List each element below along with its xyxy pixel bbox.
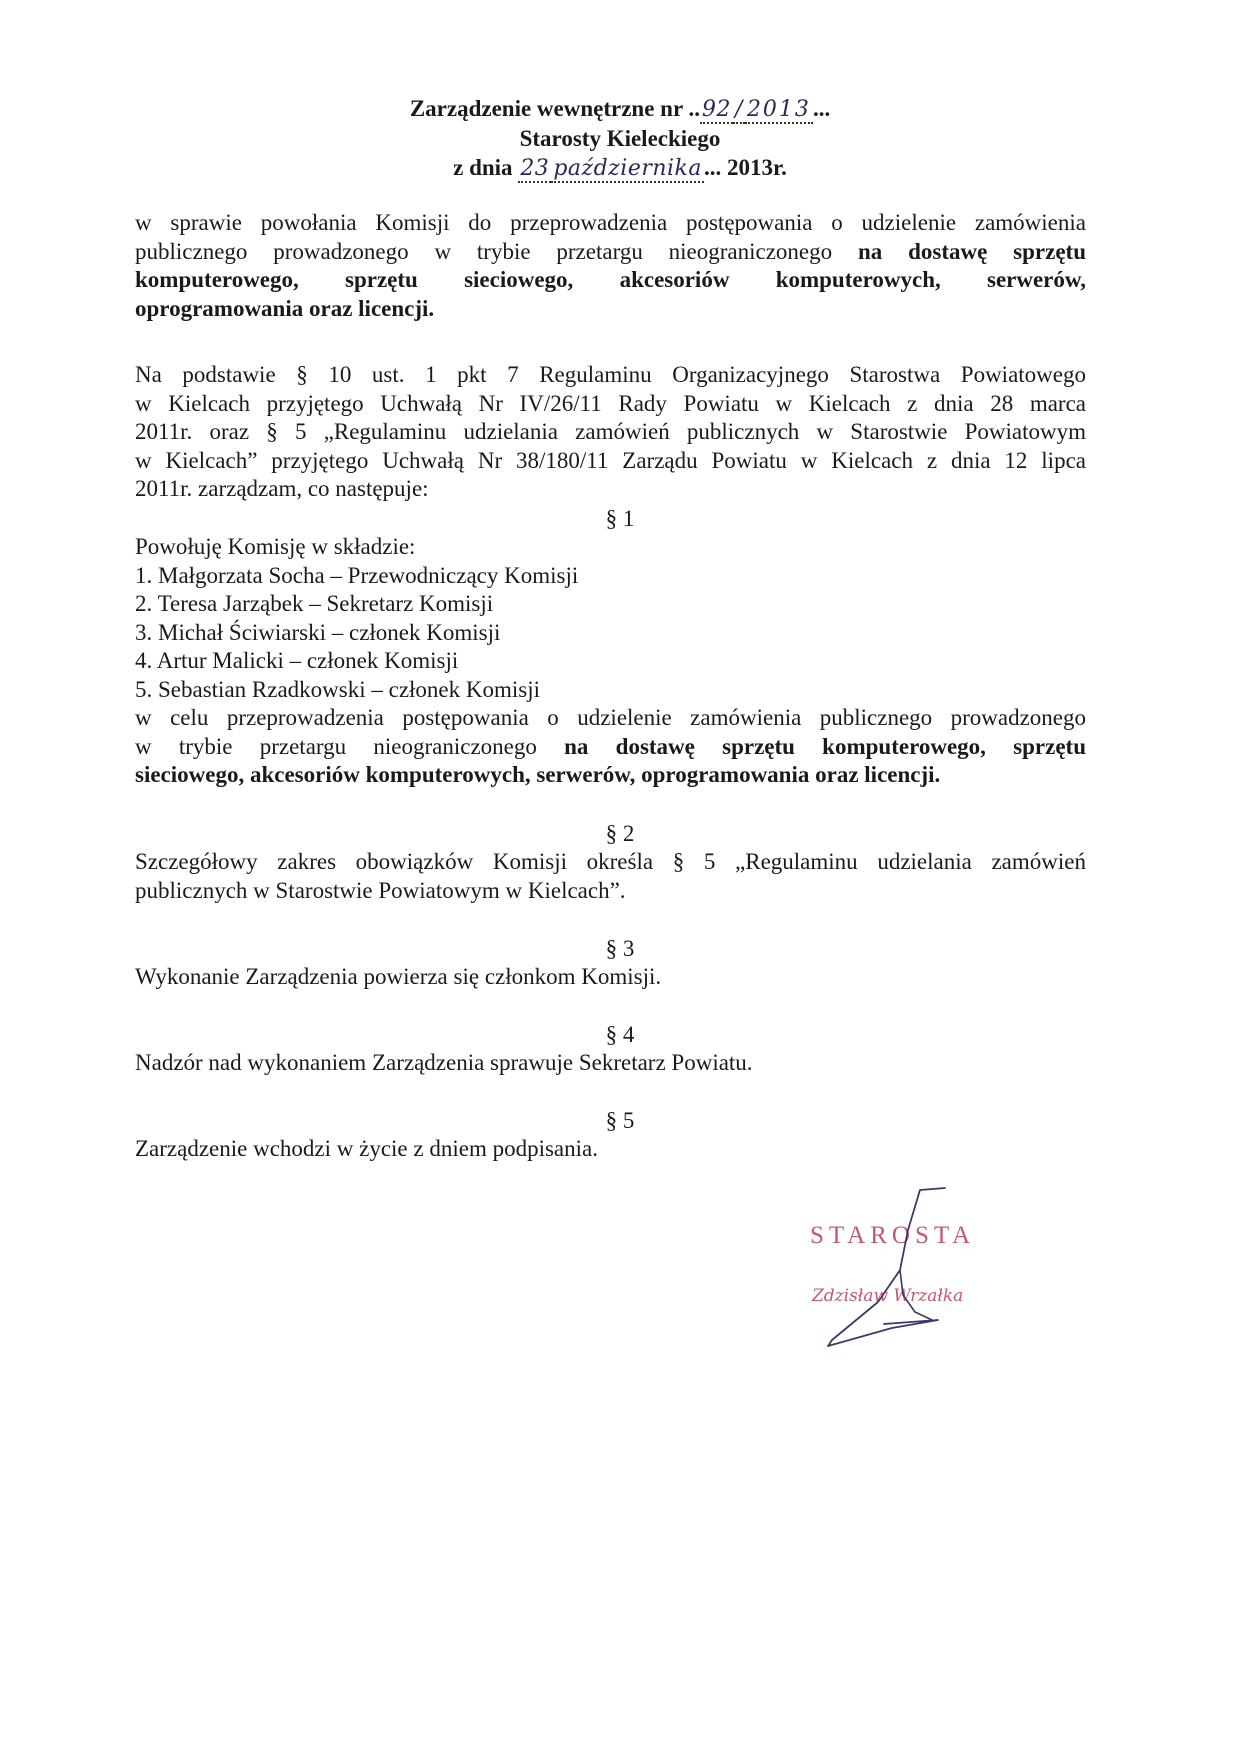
purpose-line [135, 733, 1086, 762]
subject-paragraph [135, 209, 1086, 323]
handwritten-number: 92 [702, 97, 732, 122]
stamp-name: Zdzisław Wrzałka [812, 1286, 964, 1306]
section-2-heading [0, 820, 1240, 848]
number-separator: / [735, 97, 743, 122]
basis-line: w Kielcach” przyjętego Uchwałą Nr 38/180/11 Zarządu Powiatu w Kielcach z dnia 12 lipca [135, 447, 1086, 473]
legal-basis-paragraph [135, 361, 1086, 504]
subject-line: w sprawie powołania Komisji do przeprowadzenia postępowania o udzielenie zamówienia [135, 210, 1086, 235]
handwritten-month: października [553, 156, 703, 181]
handwritten-day: 23 [520, 156, 550, 181]
title-prefix: Zarządzenie wewnętrzne nr .. [409, 96, 701, 121]
list-item: 1. Małgorzata Socha – Przewodniczący Komisji [135, 562, 579, 588]
date-suffix: ... 2013r. [704, 155, 787, 180]
section-2-body [135, 848, 1086, 905]
section-5-body [135, 1135, 1086, 1164]
document-header [0, 94, 1240, 183]
subject-bold-line: oprogramowania oraz licencji. [135, 295, 435, 321]
subject-bold-line: komputerowego, sprzętu sieciowego, akcesoriów komputerowych, serwerów, [135, 267, 1086, 292]
section-3-body [135, 963, 1086, 992]
section-3-heading [0, 935, 1240, 963]
issuing-authority: Starosty Kieleckiego [519, 126, 721, 151]
section-1-heading-text: § 1 [605, 506, 635, 531]
purpose-bold-line: sieciowego, akcesoriów komputerowych, serwerów, oprogramowania oraz licencji. [135, 762, 941, 787]
section-4-text: Nadzór nad wykonaniem Zarządzenia sprawuje Sekretarz Powiatu. [135, 1050, 753, 1075]
date-prefix: z dnia [453, 155, 519, 180]
section-4-heading [0, 1021, 1240, 1049]
section-2-line: publicznych w Starostwie Powiatowym w Kielcach”. [135, 877, 626, 903]
section-2-line: Szczegółowy zakres obowiązków Komisji określa § 5 „Regulaminu udzielania zamówień [135, 849, 1086, 874]
purpose-line: w celu przeprowadzenia postępowania o udzielenie zamówienia publicznego prowadzonego [135, 705, 1086, 730]
section-4-heading-text: § 4 [605, 1022, 635, 1047]
list-item: 2. Teresa Jarząbek – Sekretarz Komisji [135, 591, 494, 616]
section-3-heading-text: § 3 [605, 936, 635, 961]
list-item: 3. Michał Ściwiarski – członek Komisji [135, 619, 501, 645]
subject-text: publicznego prowadzonego w trybie przetargu nieograniczonego [135, 238, 858, 264]
purpose-bold-text: na dostawę sprzętu komputerowego, sprzętu [564, 733, 1086, 759]
section-5-heading-text: § 5 [605, 1108, 635, 1133]
basis-line: 2011r. zarządzam, co następuje: [135, 476, 429, 501]
title-suffix: ... [812, 96, 831, 121]
signature-icon [760, 1170, 1060, 1370]
section-4-body [135, 1049, 1086, 1078]
stamp-title: STAROSTA [810, 1222, 976, 1249]
subject-bold-text: na dostawę sprzętu [857, 238, 1086, 264]
section-1-intro: Powołuję Komisję w składzie: [135, 534, 416, 559]
list-item: 5. Sebastian Rzadkowski – członek Komisji [135, 676, 540, 702]
list-item: 4. Artur Malicki – członek Komisji [135, 648, 459, 673]
official-stamp [760, 1170, 1060, 1370]
basis-line: Na podstawie § 10 ust. 1 pkt 7 Regulaminu Organizacyjnego Starostwa Powiatowego [135, 362, 1086, 387]
basis-line: w Kielcach przyjętego Uchwałą Nr IV/26/11 Rady Powiatu w Kielcach z dnia 28 marca [135, 390, 1086, 416]
purpose-text: w trybie przetargu nieograniczonego [135, 733, 565, 759]
section-5-text: Zarządzenie wchodzi w życie z dniem podpisania. [135, 1136, 598, 1161]
subject-line [135, 238, 1086, 267]
section-5-heading [0, 1107, 1240, 1135]
section-1-body [135, 533, 1086, 790]
document-date [0, 153, 1240, 183]
section-1-heading [0, 505, 1240, 533]
handwritten-year: 2013 [746, 97, 811, 122]
document-title [0, 94, 1240, 124]
section-2-heading-text: § 2 [605, 821, 635, 846]
basis-line: 2011r. oraz § 5 „Regulaminu udzielania zamówień publicznych w Starostwie Powiatowym [135, 419, 1086, 444]
section-3-text: Wykonanie Zarządzenia powierza się członkom Komisji. [135, 964, 662, 989]
